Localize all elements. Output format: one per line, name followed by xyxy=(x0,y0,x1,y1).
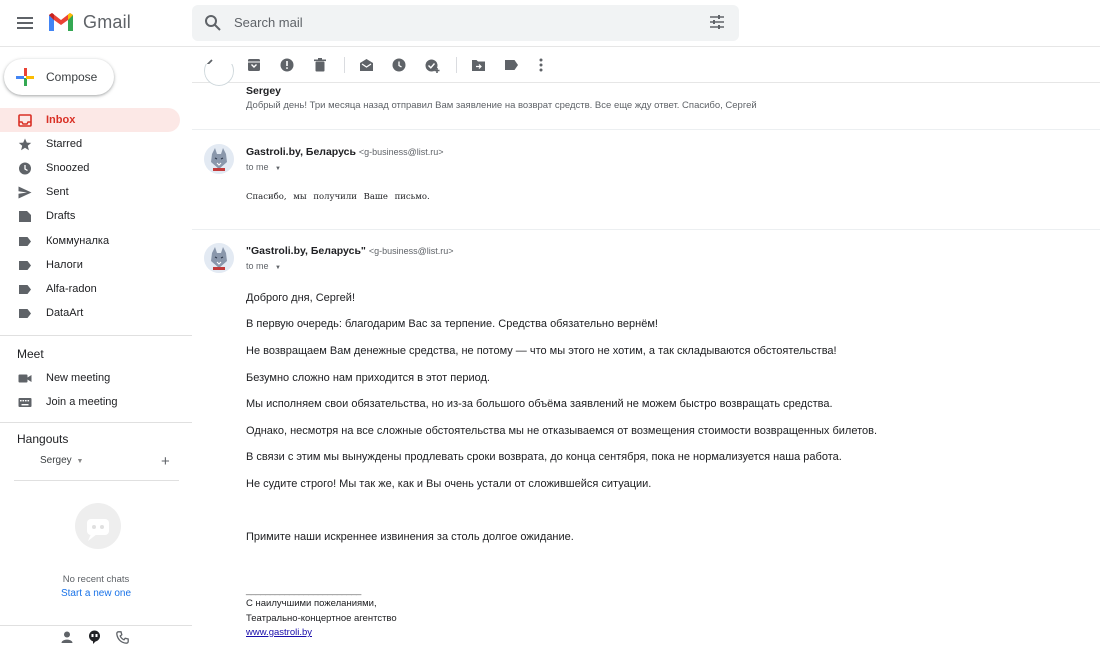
message-body: Спасибо, мы получили Ваше письмо. xyxy=(246,192,430,202)
sidebar-item-dataart[interactable] xyxy=(0,301,180,325)
archive-button[interactable] xyxy=(246,57,262,73)
message-sender[interactable] xyxy=(246,146,444,158)
draft-icon xyxy=(18,210,32,223)
meet-title: Meet xyxy=(17,347,44,361)
sidebar-item-alfa-radon[interactable] xyxy=(0,277,180,301)
sidebar-item-sent[interactable] xyxy=(0,180,180,204)
add-contact-icon[interactable]: + xyxy=(161,453,170,470)
message-sender[interactable] xyxy=(246,245,454,257)
body-paragraph: В связи с этим мы вынуждены продлевать сроки возврата, до конца сентября, пока не нормализуется наша работа. xyxy=(246,451,842,463)
keyboard-icon xyxy=(18,396,32,409)
join-meeting-label: Join a meeting xyxy=(46,396,118,408)
new-meeting-label: New meeting xyxy=(46,372,111,384)
no-recent-chats: No recent chats xyxy=(62,574,130,585)
sidebar-item-label: Alfa-radon xyxy=(46,283,97,295)
caret-down-icon: ▼ xyxy=(275,166,281,172)
labels-button[interactable] xyxy=(503,57,519,73)
snooze-clock-icon xyxy=(392,58,406,72)
body-paragraph: Безумно сложно нам приходится в этот период. xyxy=(246,372,490,384)
search-input[interactable]: Search mail xyxy=(234,15,303,30)
sender-name: Gastroli.by, Беларусь xyxy=(246,146,356,158)
search-bar[interactable] xyxy=(192,5,739,41)
sidebar-divider xyxy=(0,335,192,336)
add-task-icon xyxy=(425,58,440,73)
move-to-button[interactable] xyxy=(470,57,486,73)
more-options-button[interactable] xyxy=(533,57,549,73)
label-icon xyxy=(18,235,32,248)
sidebar-item-starred[interactable] xyxy=(0,132,180,156)
trash-icon xyxy=(314,58,326,72)
hangouts-chat-icon[interactable] xyxy=(88,630,101,644)
sidebar-item-label: Коммуналка xyxy=(46,235,110,247)
body-paragraph: Не судите строго! Мы так же, как и Вы очень устали от сложившейся ситуации. xyxy=(246,478,652,490)
signature-regards: С наилучшими пожеланиями, xyxy=(246,598,377,609)
sidebar-item-label: Snoozed xyxy=(46,162,90,174)
body-closing: Примите наши искреннее извинения за столь долгое ожидание. xyxy=(246,531,574,543)
inbox-icon xyxy=(18,114,32,127)
join-meeting-button[interactable] xyxy=(0,390,180,414)
phone-icon[interactable] xyxy=(116,631,129,644)
sidebar-item-snoozed[interactable] xyxy=(0,156,180,180)
collapsed-sender: Sergey xyxy=(246,85,282,97)
message-divider xyxy=(192,229,1100,230)
sidebar-item-drafts[interactable] xyxy=(0,204,180,228)
snooze-button[interactable] xyxy=(391,57,407,73)
mark-unread-button[interactable] xyxy=(358,57,374,73)
body-greeting: Доброго дня, Сергей! xyxy=(246,292,356,304)
new-meeting-button[interactable] xyxy=(0,366,180,390)
message-divider xyxy=(192,129,1100,130)
gmail-logo[interactable] xyxy=(47,11,131,33)
app-name: Gmail xyxy=(83,11,132,32)
to-me-label: to me xyxy=(246,162,269,172)
hangouts-user-selector[interactable] xyxy=(40,455,83,466)
sender-email: <g-business@list.ru> xyxy=(358,147,444,157)
delete-button[interactable] xyxy=(312,57,328,73)
compose-button[interactable] xyxy=(4,59,114,95)
label-icon xyxy=(18,283,32,296)
sidebar-item-nalogi[interactable] xyxy=(0,253,180,277)
report-spam-icon xyxy=(280,58,294,72)
top-bar xyxy=(0,0,1100,47)
message-toolbar xyxy=(192,47,1100,83)
signature-agency: Театрально-концертное агентство xyxy=(246,613,397,624)
search-options-icon[interactable] xyxy=(709,14,725,30)
sidebar-divider xyxy=(0,422,192,423)
avatar xyxy=(204,144,234,174)
toolbar-divider xyxy=(456,57,457,73)
sender-name: "Gastroli.by, Беларусь" xyxy=(246,245,366,257)
body-paragraph: Мы исполняем свои обязательства, но из-за большого объёма заявлений не можем быстро возвращать средства. xyxy=(246,398,833,410)
label-icon xyxy=(18,259,32,272)
sidebar-item-label: Drafts xyxy=(46,210,76,222)
plus-icon xyxy=(15,67,35,87)
mark-unread-icon xyxy=(359,58,374,72)
message-thread xyxy=(192,84,1100,647)
recipient-details[interactable] xyxy=(246,162,281,172)
sidebar-item-inbox[interactable] xyxy=(0,108,180,132)
hangouts-title: Hangouts xyxy=(17,432,69,446)
sidebar-item-kommunalka[interactable] xyxy=(0,229,180,253)
body-paragraph: В первую очередь: благодарим Вас за терпение. Средства обязательно вернём! xyxy=(246,318,658,330)
send-icon xyxy=(18,186,32,199)
sidebar-item-label: Sent xyxy=(46,186,69,198)
clock-icon xyxy=(18,162,32,175)
video-camera-icon xyxy=(18,372,32,385)
avatar xyxy=(204,243,234,273)
archive-icon xyxy=(247,58,261,72)
recipient-details[interactable] xyxy=(246,261,281,271)
sidebar xyxy=(0,47,192,647)
more-vert-icon xyxy=(539,58,543,72)
hamburger-icon xyxy=(17,17,33,29)
sender-email: <g-business@list.ru> xyxy=(368,246,454,256)
sidebar-item-label: Налоги xyxy=(46,259,83,271)
signature-rule: ________________________ xyxy=(246,585,361,596)
signature-website-link[interactable]: www.gastroli.by xyxy=(246,627,312,638)
collapsed-message[interactable] xyxy=(192,84,1100,129)
main-menu-button[interactable] xyxy=(12,10,38,36)
report-spam-button[interactable] xyxy=(279,57,295,73)
label-tag-icon xyxy=(504,59,519,71)
move-to-folder-icon xyxy=(471,59,486,72)
hangouts-user-name: Sergey xyxy=(40,455,72,466)
hangouts-divider xyxy=(14,480,179,481)
sidebar-item-label: DataArt xyxy=(46,307,84,319)
add-to-tasks-button[interactable] xyxy=(424,57,440,73)
gmail-m-icon xyxy=(47,11,75,33)
collapsed-snippet: Добрый день! Три месяца назад отправил Вам заявление на возврат средств. Все еще жду ответ. Спасибо, Сергей xyxy=(246,100,757,111)
star-icon xyxy=(18,138,32,151)
sidebar-item-label: Starred xyxy=(46,138,83,150)
caret-down-icon: ▼ xyxy=(275,265,281,271)
compose-label: Compose xyxy=(46,70,98,84)
search-icon[interactable] xyxy=(204,14,222,32)
body-paragraph: Не возвращаем Вам денежные средства, не потому — что мы этого не хотим, а так складываются обстоятельства! xyxy=(246,345,837,357)
chat-bubble-icon xyxy=(75,503,121,549)
caret-down-icon: ▼ xyxy=(76,458,84,465)
toolbar-divider xyxy=(344,57,345,73)
hangouts-bottom-bar xyxy=(0,625,192,647)
sidebar-item-label: Inbox xyxy=(46,114,76,126)
start-new-chat-link[interactable]: Start a new one xyxy=(60,588,132,599)
to-me-label: to me xyxy=(246,261,269,271)
body-paragraph: Однако, несмотря на все сложные обстоятельства мы не отказываемся от возмещения стоимости возвращенных билетов. xyxy=(246,425,878,437)
label-icon xyxy=(18,307,32,320)
contacts-icon[interactable] xyxy=(61,631,73,643)
